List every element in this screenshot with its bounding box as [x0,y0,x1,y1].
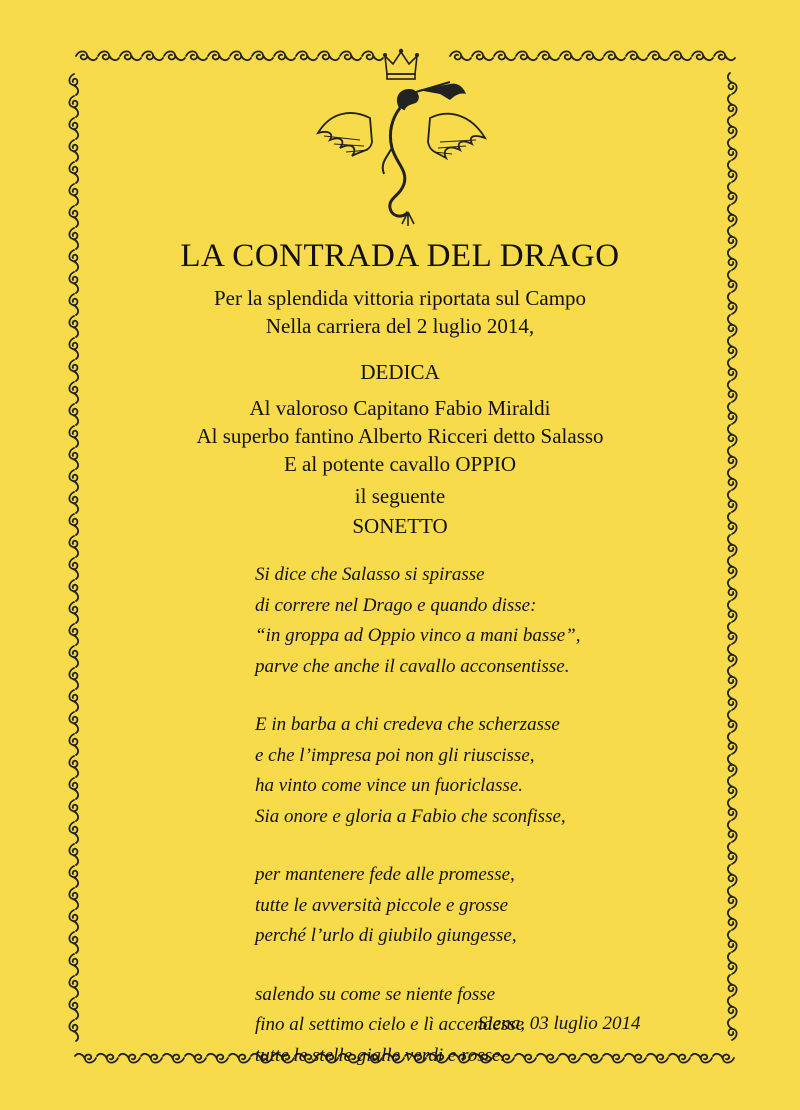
border-curl [450,51,471,60]
border-curl [728,755,737,776]
border-curl [252,51,273,60]
border-curl [98,51,119,60]
poem-line: parve che anche il cavallo acconsentisse. [255,655,570,677]
border-curl [69,646,78,667]
border-curl [728,601,737,622]
border-curl [728,821,737,842]
border-curl [69,932,78,953]
border-curl [69,734,78,755]
border-curl [728,975,737,996]
border-curl [728,887,737,908]
border-curl [318,51,339,60]
border-curl [728,205,737,226]
border-curl [69,756,78,777]
border-curl [728,843,737,864]
border-curl [728,909,737,930]
poem-line: per mantenere fede alle promesse, [255,864,515,885]
border-curl [69,866,78,887]
border-curl [208,51,229,60]
border-curl [69,778,78,799]
border-curl [728,579,737,600]
border-curl [69,998,78,1019]
poem-line: tutte le stelle gialle verdi e rosse. [255,1044,506,1066]
border-curl [728,645,737,666]
border-curl [670,51,691,60]
stanza-2 [255,710,675,832]
border-curl [229,1054,250,1063]
border-curl [728,1019,737,1040]
border-curl [728,337,737,358]
border-curl [142,51,163,60]
border-curl [728,733,737,754]
border-curl [119,1054,140,1063]
border-curl [728,183,737,204]
border-curl [516,51,537,60]
border-curl [69,602,78,623]
border-curl [582,51,603,60]
poem-line: Si dice che Salasso si spirasse [255,564,485,585]
border-curl [296,51,317,60]
dragon-emblem-icon [300,78,500,228]
border-curl [120,51,141,60]
border-curl [604,51,625,60]
sonnet [255,560,675,1071]
border-curl [728,711,737,732]
crown-icon [383,48,419,82]
border-curl [69,184,78,205]
border-curl [141,1054,162,1063]
dedica-heading: DEDICA [360,360,440,384]
signature-date: Siena, 03 luglio 2014 [478,1013,641,1034]
border-curl [69,624,78,645]
border-curl [69,800,78,821]
border-curl [69,140,78,161]
border-curl [274,51,295,60]
border-curl [728,667,737,688]
border-curl [69,1020,78,1041]
border-curl [714,51,735,60]
border-curl [728,953,737,974]
dedication-line-2: Al superbo fantino Alberto Ricceri detto Salasso [196,424,604,448]
dedication-line-3: E al potente cavallo OPPIO [283,452,517,476]
border-curl [728,777,737,798]
border-curl [728,557,737,578]
border-curl [69,954,78,975]
border-curl [692,51,713,60]
poem-line: perché l’urlo di giubilo giungesse, [255,925,517,946]
border-curl [69,558,78,579]
border-curl [75,1054,96,1063]
border-curl [494,51,515,60]
border-curl [340,51,361,60]
poem-line: Sia onore e gloria a Fabio che sconfisse, [255,805,566,827]
border-curl [185,1054,206,1063]
border-curl [728,997,737,1018]
poem-line: fino al settimo cielo e lì accendesse [255,1014,525,1035]
border-curl [69,844,78,865]
border-curl [69,976,78,997]
border-curl [728,931,737,952]
border-curl [728,799,737,820]
following-text: il seguente [354,484,446,508]
border-curl [538,51,559,60]
border-curl [69,580,78,601]
border-curl [69,118,78,139]
poem-line: e che l’impresa poi non gli riuscisse, [255,744,535,766]
border-curl [691,1054,712,1063]
border-curl [728,73,737,94]
border-curl [713,1054,734,1063]
border-curl [728,117,737,138]
border-curl [69,74,78,95]
intro-line-2: Nella carriera del 2 luglio 2014, [265,314,535,338]
border-curl [69,712,78,733]
border-curl [69,536,78,557]
border-curl [207,1054,228,1063]
border-curl [626,51,647,60]
border-curl [163,1054,184,1063]
border-curl [69,206,78,227]
stanza-3 [255,860,675,952]
border-curl [76,51,97,60]
border-curl [472,51,493,60]
border-curl [69,96,78,117]
border-curl [648,51,669,60]
sonnet-heading: SONETTO [352,514,448,538]
poem-line: “in groppa ad Oppio vinco a mani basse”, [255,625,581,646]
intro-line-1: Per la splendida vittoria riportata sul Campo [213,286,587,310]
poem-line: salendo su come se niente fosse [255,983,496,1005]
border-curl [728,95,737,116]
poem-line: tutte le avversità piccole e grosse [255,894,509,916]
border-curl [728,161,737,182]
border-curl [69,338,78,359]
border-curl [560,51,581,60]
poem-line: di correre nel Drago e quando disse: [255,594,537,616]
border-curl [186,51,207,60]
border-curl [69,690,78,711]
border-curl [728,139,737,160]
page-title: LA CONTRADA DEL DRAGO [180,238,620,274]
border-curl [97,1054,118,1063]
border-curl [69,888,78,909]
border-curl [728,623,737,644]
border-curl [230,51,251,60]
border-curl [69,162,78,183]
border-curl [69,910,78,931]
border-curl [69,668,78,689]
border-curl [69,822,78,843]
border-curl [164,51,185,60]
dedication-line-1: Al valoroso Capitano Fabio Miraldi [249,396,551,420]
poem-line: ha vinto come vince un fuoriclasse. [255,775,524,796]
border-curl [362,51,383,60]
stanza-1 [255,560,675,682]
poem-line: E in barba a chi credeva che scherzasse [255,714,560,735]
border-curl [728,865,737,886]
border-curl [728,689,737,710]
